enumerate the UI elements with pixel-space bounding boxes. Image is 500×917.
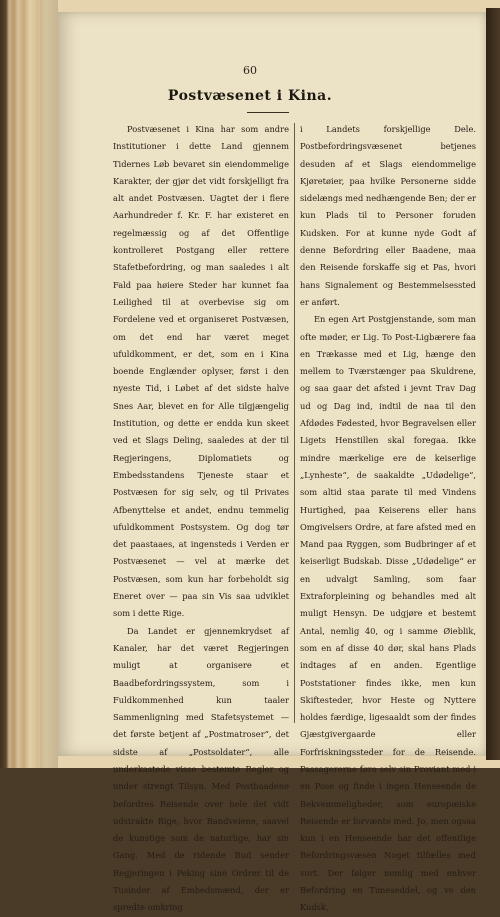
page-number: 60 — [243, 64, 257, 77]
paragraph: Da Landet er gjennemkrydset af Kanaler, har det været Regjeringen muligt at organisere et Baadbefordringssystem, som i Fuldkommenhed kun taaler Sammenligning med Stafetsystemet — det første betjent af „Postmatroser“, det sidste af „Postsoldater“, alle underkastede visse bestemte Regler og under strengt Tilsyn. Med Postbaadene befordres Reisende over hele det vidt udstrakte Rige, hvor Bandveiene, saavel de kunstige som de naturlige, har sin Gang. Med de ridende Bud sender Regjeringen i Peking sine Ordrer til de Tusinder af Embedsmænd, der er spredte omkring — [113, 625, 289, 913]
column-divider — [294, 123, 295, 723]
right-column — [300, 121, 476, 913]
paragraph: i Landets forskjellige Dele. Postbefordringsvæsenet betjenes desuden af et Slags eiendommelige Kjøretøier, paa hvilke Personerne sidde sidelængs med nedhængende Ben; der er kun Plads til to Personer foruden Kudsken. For at kunne nyde Godt af denne Befordring eller Baadene, maa den Reisende forskaffe sig et Pas, hvori hans Signalement og Bestemmelsessted er anført. — [300, 124, 476, 307]
left-column — [113, 121, 289, 913]
page-edge-shadow — [486, 8, 500, 760]
paragraph: Postvæsenet i Kina har som andre Institutioner i dette Land gjennem Tidernes Løb bevaret sin eiendommelige Karakter, der gjør det vidt forskjelligt fra alt andet Postvæsen. Uagtet der i flere Aarhundreder f. Kr. F. har existeret en regelmæssig og af det Offentlige kontrolleret Postgang eller rettere Stafetbefordring, og man saaledes i alt Fald paa høiere Steder har kunnet faa Leilighed til at overbevise sig om Fordelene ved et organiseret Postvæsen, om det end har været meget ufuldkomment, er det, som en i Kina boende Englænder oplyser, først i den nyeste Tid, i Løbet af det sidste halve Snes Aar, blevet en for Alle tilgjængelig Institution, og dette er endda kun skeet ved et Slags Deling, saaledes at der til Regjeringens, Diplomatiets og Embedsstandens Tjeneste staar et Postvæsen for sig selv, og til Privates Afbenyttelse et andet, endnu temmelig ufuldkomment Postsystem. Og dog tør det paastaaes, at ingensteds i Verden er Postvæsenet — vel at mærke det Postvæsen, som kun har forbeholdt sig Eneret over — paa sin Vis saa udviklet som i dette Rige. — [113, 124, 289, 619]
title-divider — [247, 112, 289, 113]
paragraph: En egen Art Postgjenstande, som man ofte møder, er Lig. To Post-Ligbærere faa en Trækasse med et Lig, hænge den mellem to Tværstænger paa Skuldrene, og saa gaar det afsted i jevnt Trav Dag ud og Dag ind, indtil de naa til den Afdødes Fødested, hvor Begravelsen eller Ligets Henstillen skal foregaa. Ikke mindre mærkelige ere de keiserlige „Lynheste“, de saakaldte „Udødelige“, som altid staa parate til med Vindens Hurtighed, paa Keiserens eller hans Omgivelsers Ordre, at fare afsted med en Mand paa Ryggen, som Budbringer af et keiserligt Budskab. Disse „Udødelige“ er en udvalgt Samling, som faar Extraforpleining og behandles med alt muligt Hensyn. De udgjøre et bestemt Antal, nemlig 40, og i samme Øieblik, som en af disse 40 dør, skal hans Plads indtages af en anden. Egentlige Poststationer findes ikke, men kun Skiftesteder, hvor Heste og Nyttere holdes færdige, ligesaaldt som der findes Gjæstgivergaarde eller Forfriskningssteder for de Reisende. Passagererne føre selv sin Proviant med i en Pose og finde i ingen Henseende de Bekvemmeligheder, som europæiske Reisende er forvænte med. Jo, men ogsaa kun i en Henseende har det offentlige Befordringsvæsen Noget tilfælles med vort. Der følger nemlig med enhver Befordring en Timeseddel, og ve den Kudsk, — [300, 314, 476, 913]
page-title: Postvæsenet i Kina. — [167, 88, 333, 104]
page-binding-gutter — [40, 0, 58, 768]
